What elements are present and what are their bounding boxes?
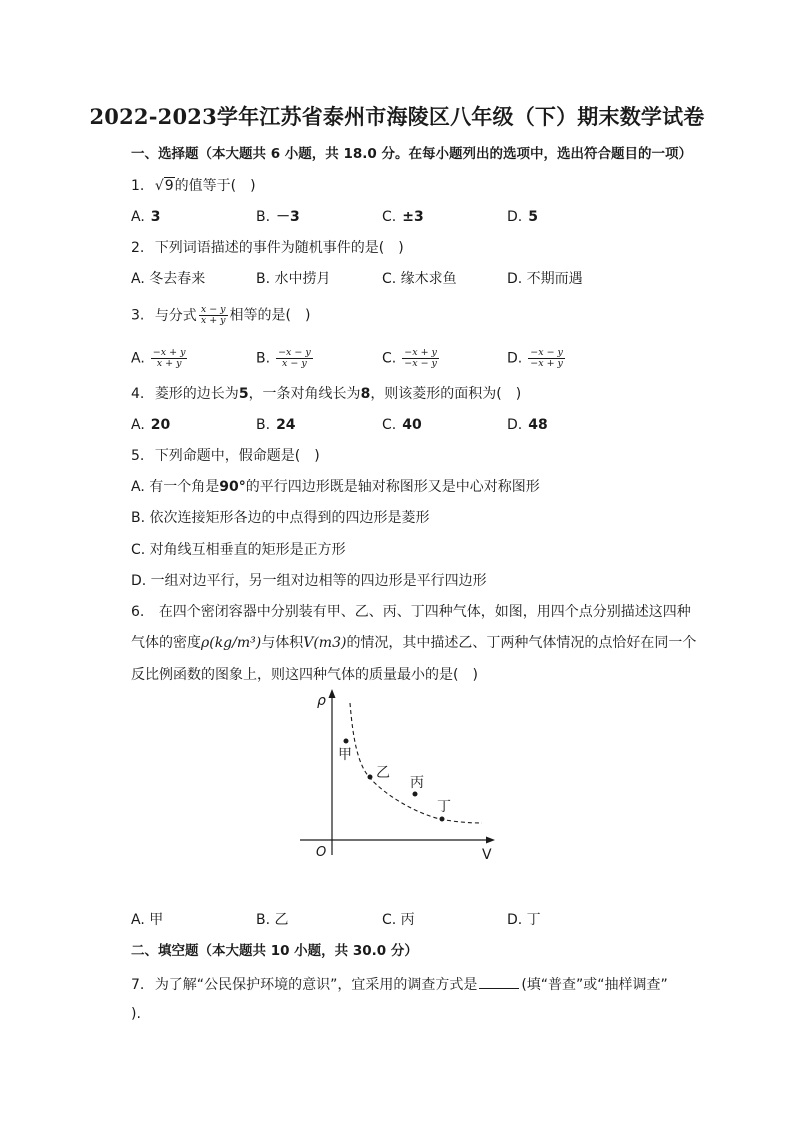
option-c[interactable]: C. 对角线互相垂直的矩形是正方形 bbox=[131, 542, 346, 558]
option-c[interactable]: C. 丙 bbox=[382, 912, 415, 928]
option-a[interactable] bbox=[131, 208, 161, 226]
option-b[interactable]: B. 依次连接矩形各边的中点得到的四边形是菱形 bbox=[131, 510, 430, 526]
fraction bbox=[199, 305, 228, 326]
option-b[interactable]: B. 水中捞月 bbox=[256, 271, 331, 287]
question-number: 3. bbox=[131, 307, 145, 324]
question-text: 相等的是( ) bbox=[229, 307, 311, 324]
question-5 bbox=[131, 447, 320, 465]
question-text: 的值等于( ) bbox=[174, 178, 256, 194]
option-d[interactable] bbox=[507, 348, 567, 369]
point-label-jia: 甲 bbox=[338, 747, 352, 763]
fraction-denominator: x − y bbox=[282, 358, 307, 369]
option-c[interactable]: C. 缘木求鱼 bbox=[382, 271, 457, 287]
option-letter: B. bbox=[256, 417, 271, 433]
option-c[interactable] bbox=[382, 416, 422, 434]
question-number: 5. bbox=[131, 448, 145, 464]
option-letter: A. bbox=[131, 209, 145, 225]
question-2-options bbox=[131, 270, 691, 288]
question-text: 在四个密闭容器中分别装有甲、乙、丙、丁四种气体，如图，用四个点分别描述这四种 bbox=[158, 604, 691, 620]
volume-unit: V(m3) bbox=[303, 635, 347, 651]
option-letter: D. bbox=[507, 417, 523, 433]
question-7-end: ). bbox=[131, 1006, 141, 1022]
x-axis-label: V bbox=[482, 847, 492, 863]
question-6-line-3: 反比例函数的图象上，则这四种气体的质量最小的是( ) bbox=[131, 667, 478, 683]
question-text: 下列命题中，假命题是( ) bbox=[154, 448, 320, 464]
option-b[interactable] bbox=[256, 416, 296, 434]
question-text: (填“普查”或“抽样调查” bbox=[521, 977, 668, 993]
question-3-options bbox=[131, 347, 691, 369]
question-number: 4. bbox=[131, 386, 145, 402]
question-text: 下列词语描述的事件为随机事件的是( ) bbox=[154, 240, 404, 256]
y-axis-label: ρ bbox=[317, 693, 326, 709]
question-text: 菱形的边长为 bbox=[154, 386, 239, 402]
option-a[interactable]: A. 冬去春来 bbox=[131, 271, 206, 287]
question-number: 6. bbox=[131, 604, 145, 620]
option-value: －3 bbox=[276, 209, 300, 225]
option-value: 3 bbox=[150, 209, 161, 225]
question-number: 1. bbox=[131, 178, 145, 194]
hyperbola-curve bbox=[350, 703, 482, 823]
question-text: 的情况，其中描述乙、丁两种气体情况的点恰好在同一个 bbox=[346, 635, 697, 651]
option-text: A. 有一个角是 bbox=[131, 479, 220, 495]
option-d[interactable]: D. 不期而遇 bbox=[507, 271, 583, 287]
point-label-ding: 丁 bbox=[437, 799, 451, 815]
fraction-numerator: −x + y bbox=[404, 347, 437, 358]
question-text: 与体积 bbox=[261, 635, 304, 651]
fraction-numerator: −x − y bbox=[530, 347, 563, 358]
y-axis-arrow-icon bbox=[329, 689, 336, 698]
question-text: 气体的密度 bbox=[131, 635, 201, 651]
question-4-options bbox=[131, 416, 691, 434]
option-d[interactable] bbox=[507, 208, 538, 226]
question-2 bbox=[131, 239, 404, 257]
option-letter: C. bbox=[382, 209, 397, 225]
option-d[interactable]: D. 丁 bbox=[507, 912, 541, 928]
option-b[interactable]: B. 乙 bbox=[256, 912, 289, 928]
question-text: ，则该菱形的面积为( ) bbox=[370, 386, 522, 402]
fraction-numerator: x − y bbox=[200, 304, 226, 315]
question-7 bbox=[131, 974, 668, 994]
question-3 bbox=[131, 305, 310, 326]
option-value: ±3 bbox=[402, 209, 424, 225]
option-a[interactable] bbox=[131, 478, 540, 496]
question-6-options bbox=[131, 911, 691, 929]
option-letter: B. bbox=[256, 350, 271, 367]
answer-blank[interactable] bbox=[479, 974, 519, 989]
option-letter: C. bbox=[382, 350, 397, 367]
option-b[interactable] bbox=[256, 348, 315, 369]
point-ding bbox=[440, 817, 445, 822]
option-value: 20 bbox=[150, 417, 171, 433]
fraction-denominator: x + y bbox=[156, 358, 182, 369]
option-letter: C. bbox=[382, 417, 397, 433]
question-1 bbox=[131, 177, 256, 195]
question-4 bbox=[131, 385, 521, 403]
origin-label: O bbox=[316, 845, 327, 860]
angle-value: 90° bbox=[219, 479, 246, 495]
question-6-line-2 bbox=[131, 634, 696, 652]
option-b[interactable] bbox=[256, 208, 300, 226]
point-bing bbox=[413, 792, 418, 797]
option-a[interactable] bbox=[131, 416, 170, 434]
point-jia bbox=[344, 739, 349, 744]
point-label-bing: 丙 bbox=[410, 775, 424, 791]
section-heading-fill-in: 二、填空题（本大题共 10 小题，共 30.0 分） bbox=[131, 943, 418, 959]
option-letter: D. bbox=[507, 350, 523, 367]
point-yi bbox=[368, 775, 373, 780]
page-title: 2022-2023学年江苏省泰州市海陵区八年级（下）期末数学试卷 bbox=[89, 104, 705, 129]
option-d[interactable]: D. 一组对边平行，另一组对边相等的四边形是平行四边形 bbox=[131, 573, 487, 589]
x-axis-arrow-icon bbox=[486, 837, 495, 844]
fraction-numerator: −x + y bbox=[152, 347, 186, 358]
diagonal-length: 8 bbox=[360, 386, 371, 402]
radicand: 9 bbox=[164, 178, 174, 194]
fraction bbox=[528, 348, 565, 369]
question-number: 7. bbox=[131, 977, 145, 993]
side-length: 5 bbox=[238, 386, 249, 402]
fraction bbox=[402, 348, 439, 369]
option-letter: B. bbox=[256, 209, 271, 225]
option-value: 48 bbox=[528, 417, 548, 433]
point-label-yi: 乙 bbox=[376, 765, 390, 781]
fraction-numerator: −x − y bbox=[278, 347, 311, 358]
option-c[interactable] bbox=[382, 348, 441, 369]
option-value: 40 bbox=[402, 417, 422, 433]
option-d[interactable] bbox=[507, 416, 548, 434]
option-letter: A. bbox=[131, 350, 145, 367]
fraction-denominator: −x + y bbox=[530, 358, 563, 369]
option-value: 5 bbox=[528, 209, 538, 225]
option-a[interactable]: A. 甲 bbox=[131, 912, 164, 928]
option-c[interactable] bbox=[382, 208, 424, 226]
fraction bbox=[151, 348, 188, 369]
option-a[interactable] bbox=[131, 348, 189, 369]
density-unit: ρ(kg/m³) bbox=[201, 635, 262, 651]
question-text: 与分式 bbox=[154, 307, 197, 324]
option-value: 24 bbox=[276, 417, 296, 433]
section-heading-choice: 一、选择题（本大题共 6 小题，共 18.0 分。在每小题列出的选项中，选出符合题目的一项） bbox=[131, 146, 693, 162]
square-root: √9 bbox=[154, 178, 174, 194]
question-text: 为了解“公民保护环境的意识”，宜采用的调查方式是 bbox=[154, 977, 478, 993]
option-letter: A. bbox=[131, 417, 145, 433]
question-number: 2. bbox=[131, 240, 145, 256]
fraction-denominator: x + y bbox=[200, 315, 226, 326]
option-text: 的平行四边形既是轴对称图形又是中心对称图形 bbox=[245, 479, 540, 495]
inverse-proportion-figure bbox=[290, 685, 510, 865]
question-text: ，一条对角线长为 bbox=[248, 386, 361, 402]
fraction bbox=[276, 348, 313, 369]
fraction-denominator: −x − y bbox=[404, 358, 437, 369]
question-1-options bbox=[131, 208, 691, 226]
question-6-line-1 bbox=[131, 603, 691, 621]
option-letter: D. bbox=[507, 209, 523, 225]
